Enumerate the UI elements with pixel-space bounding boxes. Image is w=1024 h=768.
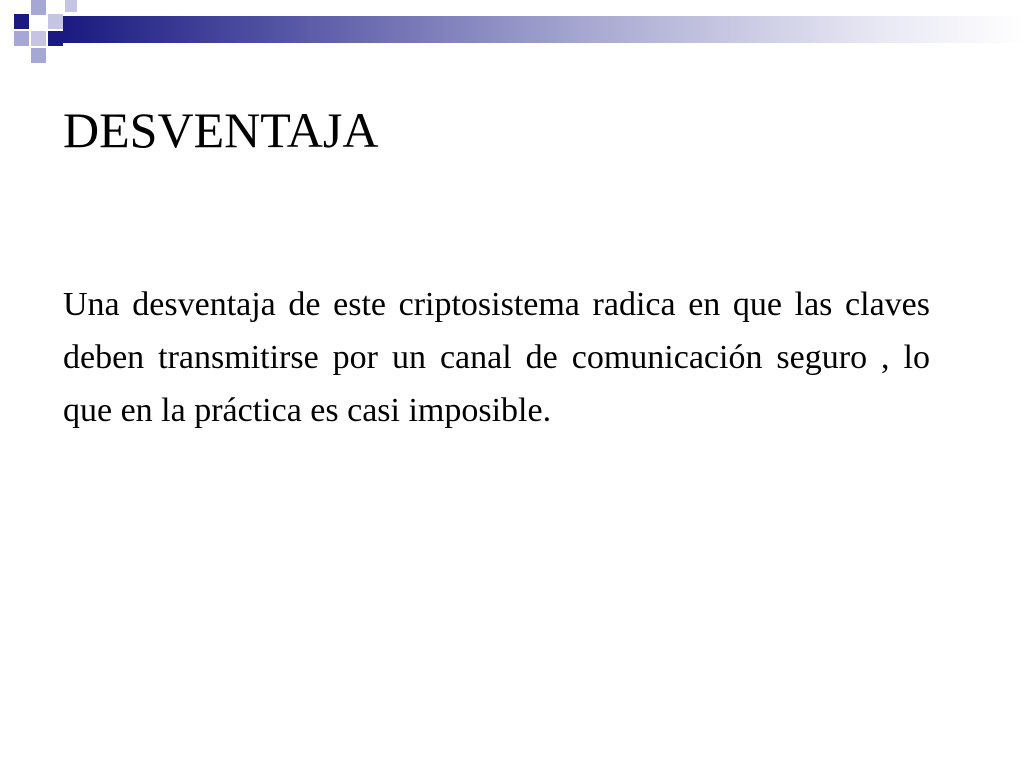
decorative-square: [31, 0, 46, 15]
decorative-square: [48, 31, 63, 46]
slide-body-text: Una desventaja de este criptosistema radica en que las claves deben transmitirse por un canal de comunicación seguro , lo que en la práctica es casi imposible.: [63, 286, 930, 429]
decorative-square: [14, 31, 29, 46]
decorative-square: [48, 14, 63, 29]
decorative-square: [31, 48, 46, 63]
decorative-square: [31, 31, 46, 46]
decorative-square: [14, 14, 29, 29]
header-gradient-bar: [63, 16, 1024, 43]
slide-title: DESVENTAJA: [63, 102, 379, 158]
decorative-square: [65, 0, 77, 12]
